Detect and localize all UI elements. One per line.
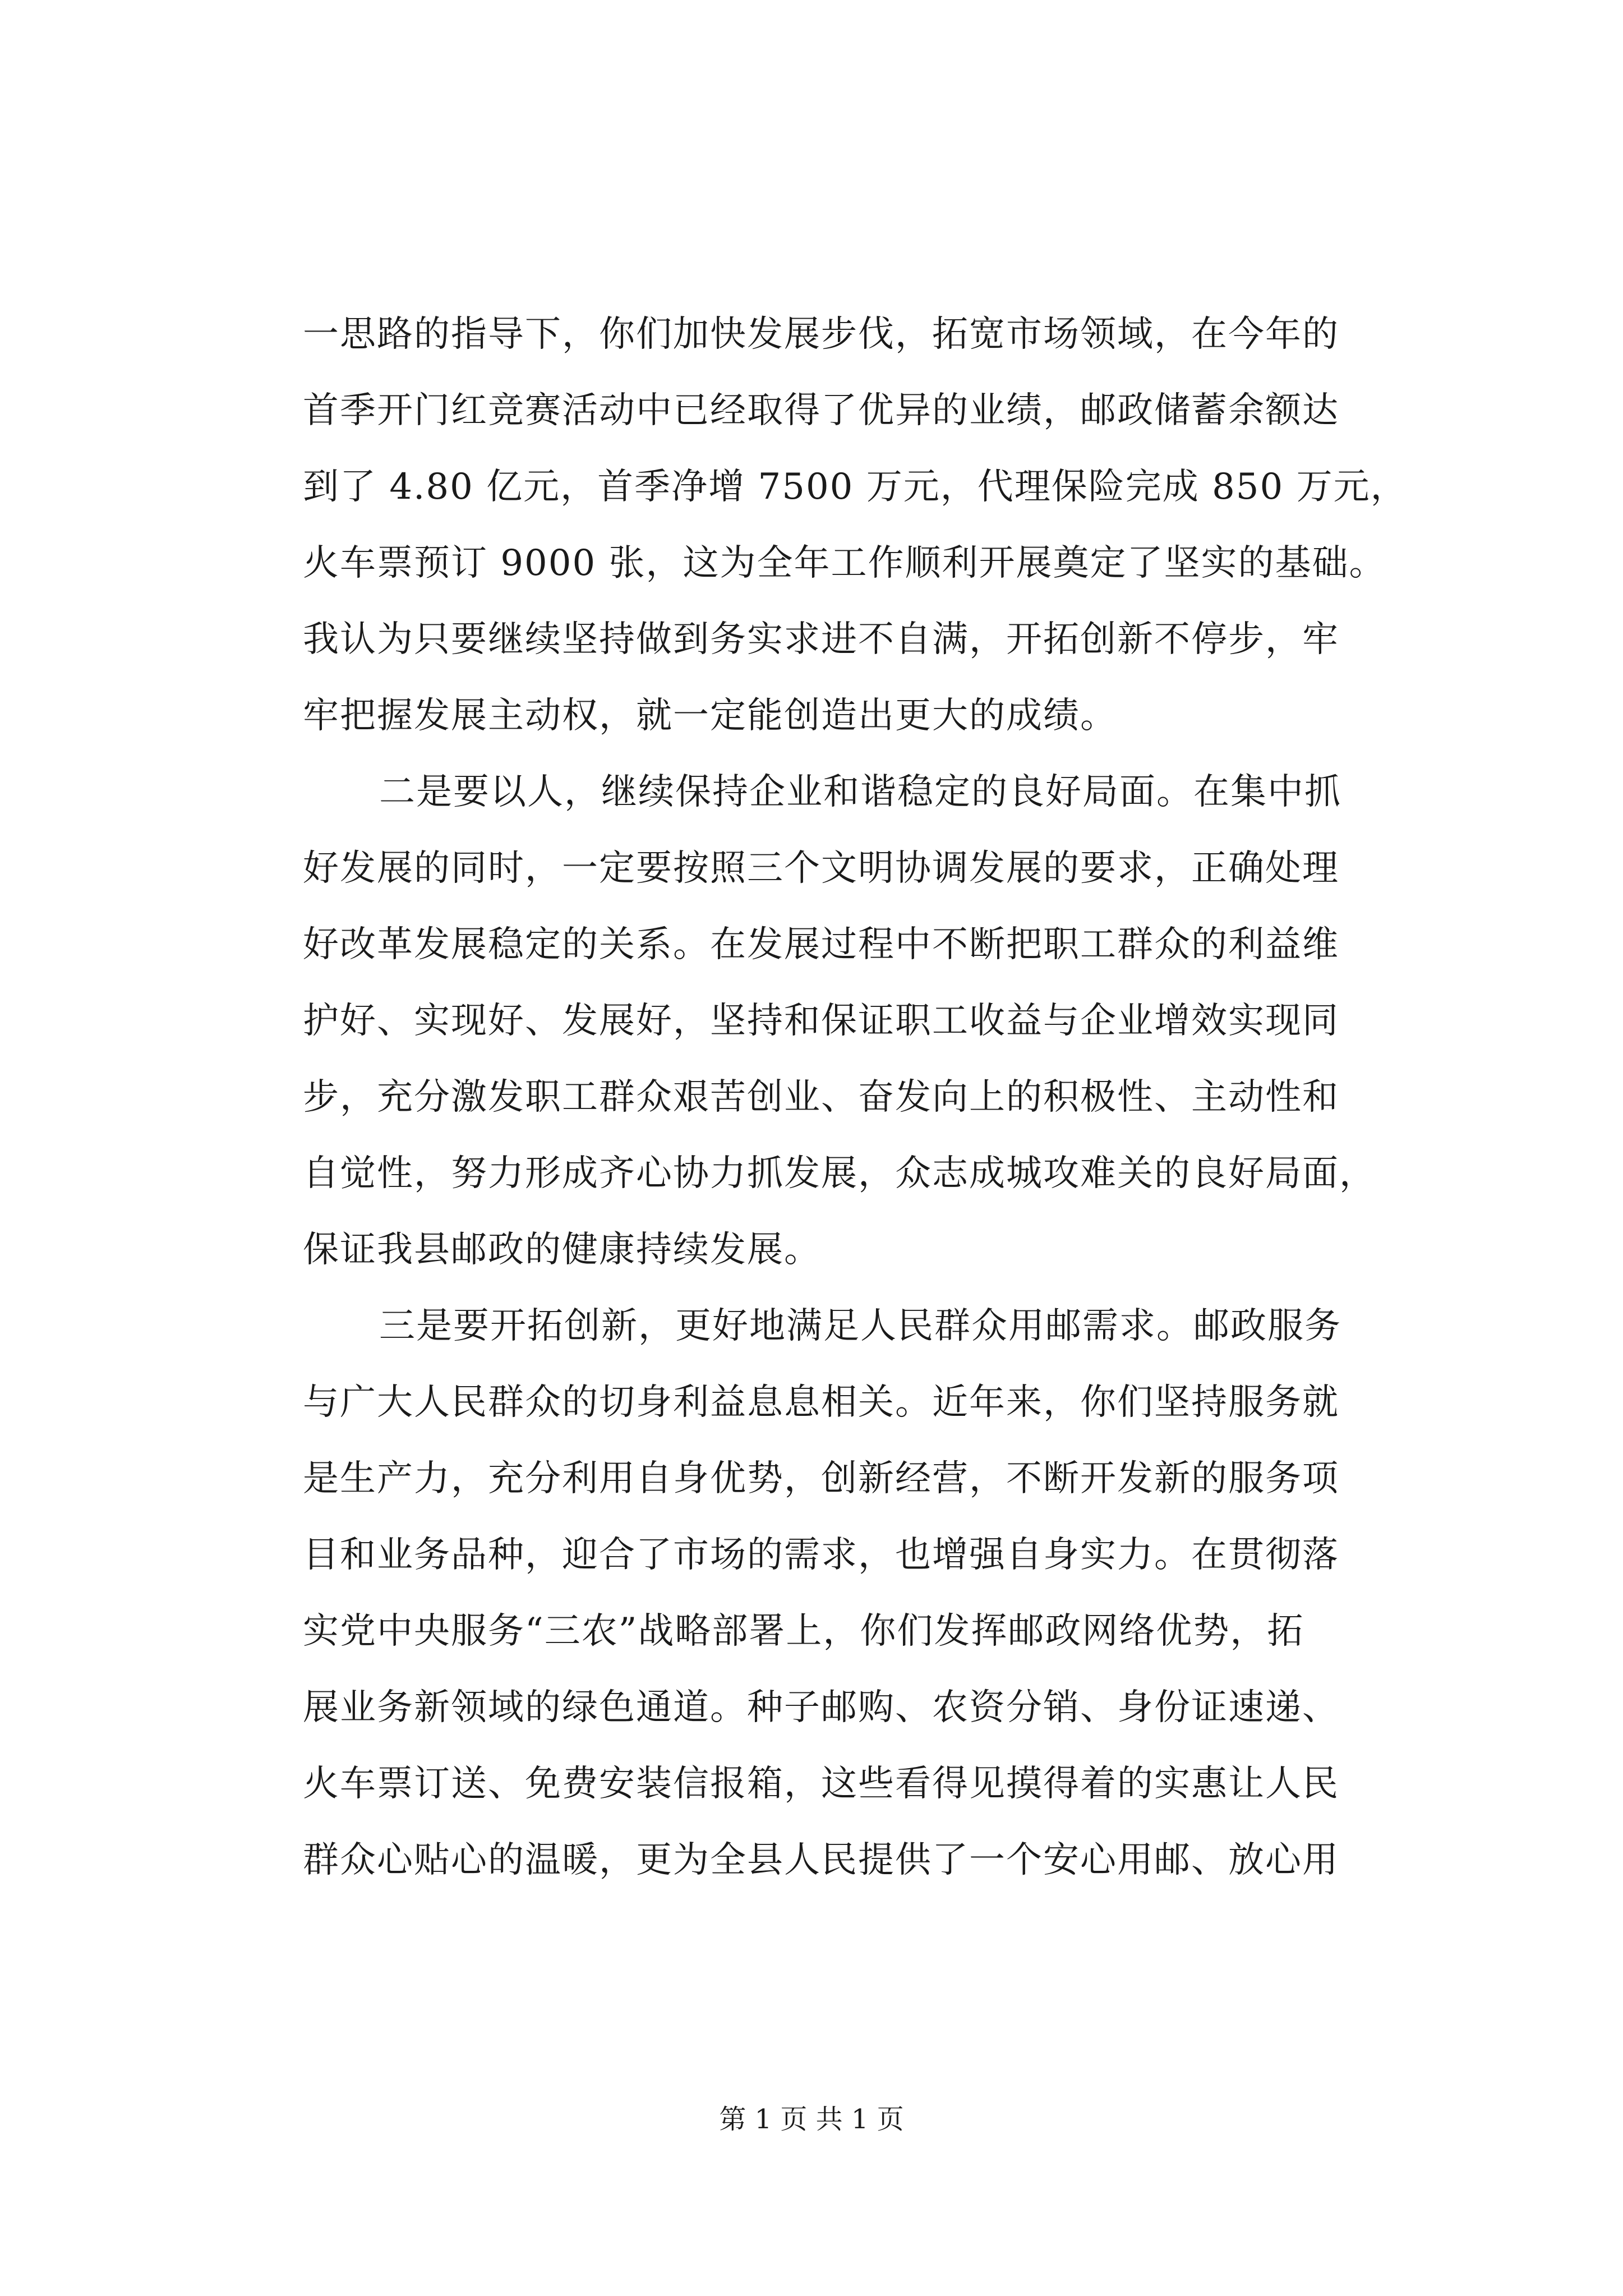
text-line: 群众心贴心的温暖，更为全县人民提供了一个安心用邮、放心用: [303, 1839, 1339, 1881]
text-line: 一思路的指导下，你们加快发展步伐，拓宽市场领域，在今年的: [303, 314, 1339, 355]
text-line: 三是要开拓创新，更好地满足人民群众用邮需求。邮政服务: [379, 1305, 1341, 1347]
text-line: 展业务新领域的绿色通道。种子邮购、农资分销、身份证速递、: [303, 1687, 1339, 1728]
text-line: 到了 4.80 亿元，首季净增 7500 万元，代理保险完成 850 万元，: [303, 466, 1408, 508]
text-line: 保证我县邮政的健康持续发展。: [303, 1229, 821, 1271]
text-line: 火车票订送、免费安装信报箱，这些看得见摸得着的实惠让人民: [303, 1763, 1339, 1805]
document-body: [303, 296, 1419, 1898]
text-line: 我认为只要继续坚持做到务实求进不自满，开拓创新不停步，牢: [303, 619, 1339, 660]
text-line: 目和业务品种，迎合了市场的需求，也增强自身实力。在贯彻落: [303, 1534, 1339, 1576]
text-line: 二是要以人，继续保持企业和谐稳定的良好局面。在集中抓: [379, 771, 1341, 813]
text-line: 首季开门红竞赛活动中已经取得了优异的业绩，邮政储蓄余额达: [303, 390, 1339, 431]
text-line: 好发展的同时，一定要按照三个文明协调发展的要求，正确处理: [303, 848, 1339, 889]
text-line: 实党中央服务“三农”战略部署上，你们发挥邮政网络优势，拓: [303, 1611, 1304, 1652]
text-line: 步，充分激发职工群众艰苦创业、奋发向上的积极性、主动性和: [303, 1076, 1339, 1118]
text-line: 与广大人民群众的切身利益息息相关。近年来，你们坚持服务就: [303, 1382, 1339, 1423]
text-line: 护好、实现好、发展好，坚持和保证职工收益与企业增效实现同: [303, 1000, 1339, 1042]
text-line: 牢把握发展主动权，就一定能创造出更大的成绩。: [303, 695, 1117, 737]
text-line: 自觉性，努力形成齐心协力抓发展，众志成城攻难关的良好局面，: [303, 1153, 1376, 1194]
text-line: 好改革发展稳定的关系。在发展过程中不断把职工群众的利益维: [303, 924, 1339, 965]
text-line: 是生产力，充分利用自身优势，创新经营，不断开发新的服务项: [303, 1458, 1339, 1499]
page-footer: 第 1 页 共 1 页: [719, 2104, 904, 2135]
text-line: 火车票预订 9000 张，这为全年工作顺利开展奠定了坚实的基础。: [303, 542, 1386, 584]
